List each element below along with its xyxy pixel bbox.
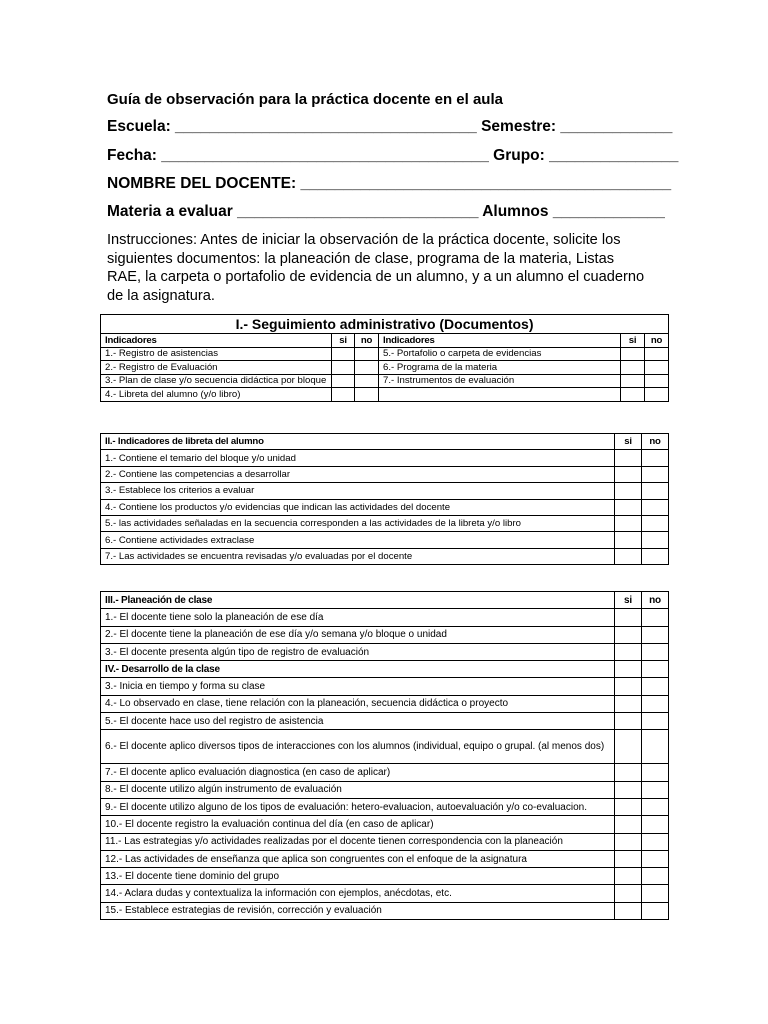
section2-title: II.- Indicadores de libreta del alumno: [101, 434, 615, 450]
no-checkbox-cell[interactable]: [642, 499, 669, 515]
indicator-cell: 1.- Registro de asistencias: [101, 347, 332, 361]
col-si: si: [615, 592, 642, 609]
si-checkbox-cell[interactable]: [615, 499, 642, 515]
si-checkbox-cell[interactable]: [615, 781, 642, 798]
table-row: [101, 764, 669, 781]
indicator-cell: 1.- El docente tiene solo la planeación de ese día: [101, 609, 615, 626]
no-checkbox-cell[interactable]: [642, 450, 669, 466]
indicator-cell: 1.- Contiene el temario del bloque y/o unidad: [101, 450, 615, 466]
col-indicadores-right: Indicadores: [379, 334, 621, 348]
indicator-cell: 10.- El docente registro la evaluación continua del día (en caso de aplicar): [101, 816, 615, 833]
indicator-cell: 6.- El docente aplico diversos tipos de interacciones con los alumnos (individual, equipo o grupal. (al menos dos): [101, 730, 615, 764]
indicator-cell: 8.- El docente utilizo algún instrumento de evaluación: [101, 781, 615, 798]
si-checkbox-cell[interactable]: [615, 643, 642, 660]
table-row: [101, 816, 669, 833]
col-si-left: si: [332, 334, 355, 348]
indicator-cell: 2.- Contiene las competencias a desarrollar: [101, 466, 615, 482]
si-checkbox-cell[interactable]: [332, 347, 355, 361]
indicator-cell: 5.- El docente hace uso del registro de asistencia: [101, 713, 615, 730]
table-row: [101, 781, 669, 798]
table-row: [101, 483, 669, 499]
si-checkbox-cell[interactable]: [615, 609, 642, 626]
col-no: no: [642, 592, 669, 609]
no-checkbox-cell[interactable]: [355, 388, 379, 402]
table-row: [101, 850, 669, 867]
no-checkbox-cell[interactable]: [642, 548, 669, 564]
table-row: [101, 466, 669, 482]
no-checkbox-cell[interactable]: [642, 626, 669, 643]
table-row: [101, 388, 669, 402]
col-no-right: no: [645, 334, 669, 348]
indicator-cell: 12.- Las actividades de enseñanza que aplica son congruentes con el enfoque de la asignatura: [101, 850, 615, 867]
si-checkbox-cell[interactable]: [332, 374, 355, 388]
indicator-cell: 7.- Instrumentos de evaluación: [379, 374, 621, 388]
table-row: [101, 798, 669, 815]
no-checkbox-cell[interactable]: [642, 781, 669, 798]
table-row: [101, 678, 669, 695]
section3-4-table: [100, 591, 669, 920]
no-checkbox-cell[interactable]: [642, 483, 669, 499]
no-checkbox-cell[interactable]: [355, 347, 379, 361]
table-row: [101, 499, 669, 515]
materia-alumnos-line: Materia a evaluar ____________________________ Alumnos _____________: [107, 203, 665, 220]
col-si-right: si: [621, 334, 645, 348]
table-row: [101, 450, 669, 466]
si-checkbox-cell[interactable]: [615, 902, 642, 919]
indicator-cell: 4.- Lo observado en clase, tiene relación con la planeación, secuencia didáctica o proyecto: [101, 695, 615, 712]
no-checkbox-cell[interactable]: [642, 902, 669, 919]
no-checkbox-cell[interactable]: [642, 868, 669, 885]
si-checkbox-cell[interactable]: [332, 361, 355, 375]
col-si: si: [615, 434, 642, 450]
indicator-cell: [379, 388, 621, 402]
no-checkbox-cell[interactable]: [642, 816, 669, 833]
si-checkbox-cell[interactable]: [615, 868, 642, 885]
no-checkbox-cell[interactable]: [642, 730, 669, 764]
no-checkbox-cell[interactable]: [642, 764, 669, 781]
section4-title: IV.- Desarrollo de la clase: [101, 661, 615, 678]
no-checkbox-cell[interactable]: [355, 361, 379, 375]
indicator-cell: 7.- Las actividades se encuentra revisadas y/o evaluadas por el docente: [101, 548, 615, 564]
indicator-cell: 3.- Plan de clase y/o secuencia didáctica por bloque: [101, 374, 332, 388]
no-checkbox-cell[interactable]: [642, 695, 669, 712]
indicator-cell: 3.- El docente presenta algún tipo de registro de evaluación: [101, 643, 615, 660]
indicator-cell: 9.- El docente utilizo alguno de los tipos de evaluación: hetero-evaluacion, autoevaluación y/o co-evaluacion.: [101, 798, 615, 815]
table-row: [101, 868, 669, 885]
si-checkbox-cell[interactable]: [615, 713, 642, 730]
no-checkbox-cell[interactable]: [645, 347, 669, 361]
section2-table: [100, 433, 669, 565]
table-row: [101, 347, 669, 361]
section1-table: [100, 314, 669, 402]
si-checkbox-cell[interactable]: [615, 532, 642, 548]
indicator-cell: 14.- Aclara dudas y contextualiza la información con ejemplos, anécdotas, etc.: [101, 885, 615, 902]
no-checkbox-cell[interactable]: [642, 678, 669, 695]
docente-line: NOMBRE DEL DOCENTE: ___________________________________________: [107, 175, 672, 192]
no-checkbox-cell[interactable]: [642, 466, 669, 482]
no-checkbox-cell[interactable]: [642, 798, 669, 815]
table-row: [101, 730, 669, 764]
table-row: [101, 833, 669, 850]
table-row: [101, 532, 669, 548]
si-checkbox-cell[interactable]: [615, 678, 642, 695]
no-checkbox-cell[interactable]: [642, 885, 669, 902]
si-checkbox-cell[interactable]: [615, 548, 642, 564]
si-checkbox-cell[interactable]: [332, 388, 355, 402]
no-checkbox-cell[interactable]: [642, 643, 669, 660]
col-no: no: [642, 434, 669, 450]
document-title: Guía de observación para la práctica docente en el aula: [107, 91, 503, 108]
section3-title: III.- Planeación de clase: [101, 592, 615, 609]
no-checkbox-cell[interactable]: [645, 374, 669, 388]
no-checkbox-cell[interactable]: [642, 850, 669, 867]
table-row: [101, 643, 669, 660]
escuela-semestre-line: Escuela: ___________________________________ Semestre: _____________: [107, 118, 673, 135]
table-row: [101, 902, 669, 919]
no-checkbox-cell[interactable]: [645, 361, 669, 375]
table-row: [101, 548, 669, 564]
no-checkbox-cell[interactable]: [642, 609, 669, 626]
indicator-cell: 3.- Inicia en tiempo y forma su clase: [101, 678, 615, 695]
si-checkbox-cell[interactable]: [615, 850, 642, 867]
indicator-cell: 15.- Establece estrategias de revisión, corrección y evaluación: [101, 902, 615, 919]
indicator-cell: 2.- El docente tiene la planeación de ese día y/o semana y/o bloque o unidad: [101, 626, 615, 643]
si-checkbox-cell[interactable]: [615, 798, 642, 815]
col-indicadores-left: Indicadores: [101, 334, 332, 348]
no-checkbox-cell[interactable]: [642, 532, 669, 548]
no-checkbox-cell[interactable]: [642, 833, 669, 850]
si-checkbox-cell[interactable]: [615, 626, 642, 643]
instructions-paragraph: Instrucciones: Antes de iniciar la observación de la práctica docente, solicite los siguientes documentos: la planeación de clase, programa de la materia, Listas RAE, la carpeta o portafolio de evidencia de un alumno, y a un alumno el cuaderno de la asignatura.: [107, 232, 645, 304]
si-checkbox-cell[interactable]: [615, 483, 642, 499]
no-checkbox-cell[interactable]: [645, 388, 669, 402]
si-checkbox-cell[interactable]: [615, 885, 642, 902]
indicator-cell: 11.- Las estrategias y/o actividades realizadas por el docente tienen correspondencia con la planeación: [101, 833, 615, 850]
si-checkbox-cell[interactable]: [615, 466, 642, 482]
table-row: [101, 885, 669, 902]
table-row: [101, 713, 669, 730]
empty-cell: [615, 661, 642, 678]
indicator-cell: 13.- El docente tiene dominio del grupo: [101, 868, 615, 885]
si-checkbox-cell[interactable]: [621, 374, 645, 388]
fecha-grupo-line: Fecha: ______________________________________ Grupo: _______________: [107, 147, 679, 164]
si-checkbox-cell[interactable]: [615, 515, 642, 531]
si-checkbox-cell[interactable]: [615, 816, 642, 833]
table-row: [101, 626, 669, 643]
indicator-cell: 5.- Portafolio o carpeta de evidencias: [379, 347, 621, 361]
table-row: [101, 515, 669, 531]
table-row: [101, 609, 669, 626]
indicator-cell: 3.- Establece los criterios a evaluar: [101, 483, 615, 499]
si-checkbox-cell[interactable]: [615, 450, 642, 466]
si-checkbox-cell[interactable]: [615, 833, 642, 850]
si-checkbox-cell[interactable]: [621, 347, 645, 361]
si-checkbox-cell[interactable]: [621, 388, 645, 402]
indicator-cell: 4.- Contiene los productos y/o evidencias que indican las actividades del docente: [101, 499, 615, 515]
table-row: [101, 361, 669, 375]
indicator-cell: 7.- El docente aplico evaluación diagnostica (en caso de aplicar): [101, 764, 615, 781]
si-checkbox-cell[interactable]: [615, 730, 642, 764]
no-checkbox-cell[interactable]: [642, 713, 669, 730]
table-row: [101, 374, 669, 388]
col-no-left: no: [355, 334, 379, 348]
indicator-cell: 6.- Programa de la materia: [379, 361, 621, 375]
indicator-cell: 6.- Contiene actividades extraclase: [101, 532, 615, 548]
indicator-cell: 5.- las actividades señaladas en la secuencia corresponden a las actividades de la libreta y/o libro: [101, 515, 615, 531]
no-checkbox-cell[interactable]: [355, 374, 379, 388]
table-row: [101, 695, 669, 712]
empty-cell: [642, 661, 669, 678]
no-checkbox-cell[interactable]: [642, 515, 669, 531]
indicator-cell: 4.- Libreta del alumno (y/o libro): [101, 388, 332, 402]
section1-title: I.- Seguimiento administrativo (Documentos): [101, 315, 669, 334]
indicator-cell: 2.- Registro de Evaluación: [101, 361, 332, 375]
si-checkbox-cell[interactable]: [615, 695, 642, 712]
si-checkbox-cell[interactable]: [615, 764, 642, 781]
si-checkbox-cell[interactable]: [621, 361, 645, 375]
